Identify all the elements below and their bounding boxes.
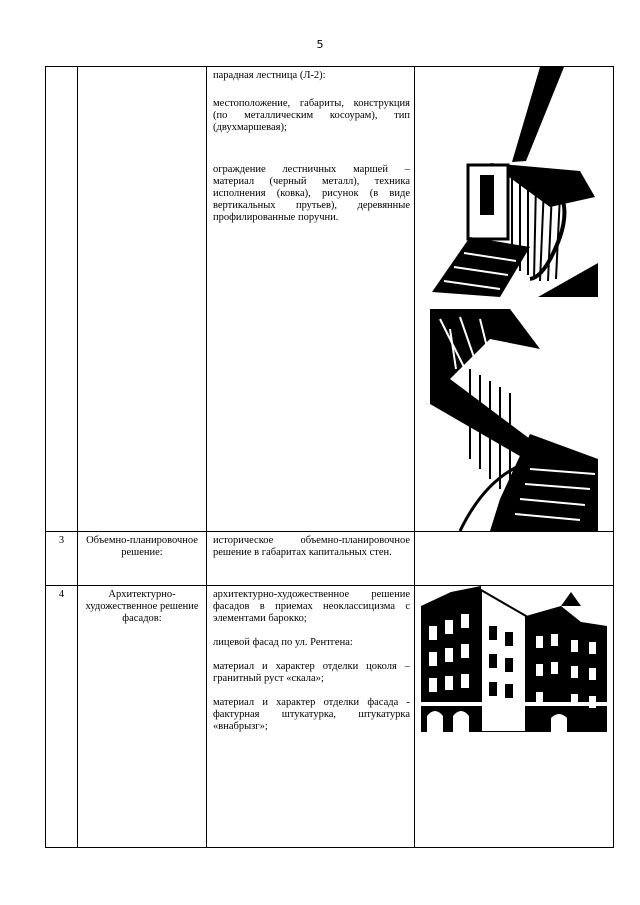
row-number-cell: [46, 67, 78, 532]
staircase-photo-1: [430, 67, 598, 297]
description-paragraph: лицевой фасад по ул. Рентгена:: [213, 637, 353, 648]
table-row: [46, 586, 614, 848]
description-paragraph: историческое объемно-планировочное решение в габаритах капитальных стен.: [213, 535, 410, 558]
row-photo-cell: [415, 532, 614, 586]
object-features-table: [45, 66, 614, 848]
row-name-cell: [78, 67, 207, 532]
staircase-photo-2: [430, 309, 598, 531]
row-number-cell: 4: [46, 586, 78, 848]
row-description-cell: [207, 586, 415, 848]
row-photo-cell: [415, 67, 614, 532]
row-name-cell: Архитектурно-художественное решение фасадов:: [78, 586, 207, 848]
description-paragraph: архитектурно-художественное решение фасадов в приемах неоклассицизма с элементами барокко;: [213, 589, 410, 624]
table-row: [46, 532, 614, 586]
row-photo-cell: [415, 586, 614, 848]
row-number-cell: 3: [46, 532, 78, 586]
table-row: [46, 67, 614, 532]
row-description-cell: [207, 67, 415, 532]
description-paragraph: ограждение лестничных маршей – материал (черный металл), техника исполнения (ковка), рисунок (в виде вертикальных прутьев), деревянные профилированные поручни.: [213, 164, 410, 223]
description-paragraph: материал и характер отделки фасада - фактурная штукатурка, штукатурка «внабрызг»;: [213, 697, 410, 732]
page-number: 5: [316, 38, 324, 51]
description-paragraph: парадная лестница (Л-2):: [213, 70, 326, 81]
facade-photo: [421, 586, 607, 732]
row-name-cell: Объемно-планировочное решение:: [78, 532, 207, 586]
row-description-cell: [207, 532, 415, 586]
description-paragraph: местоположение, габариты, конструкция (по металлическим косоурам), тип (двухмаршевая);: [213, 98, 410, 133]
description-paragraph: материал и характер отделки цоколя – гранитный руст «скала»;: [213, 661, 410, 684]
